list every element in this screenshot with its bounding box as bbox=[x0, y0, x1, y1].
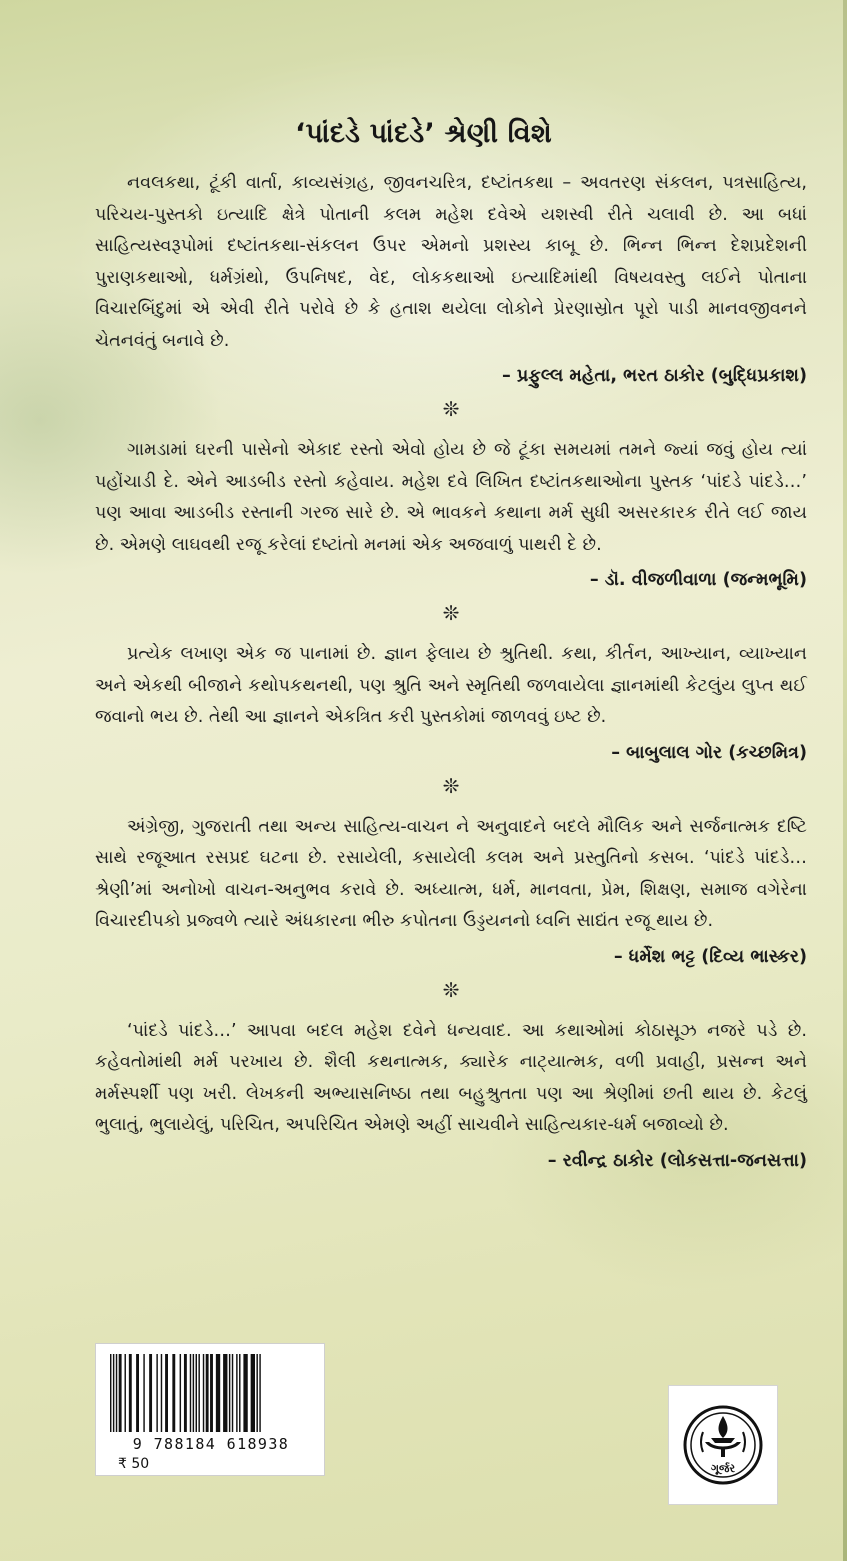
barcode-bar bbox=[243, 1354, 247, 1432]
review-item bbox=[95, 1016, 807, 1176]
price-label: ₹ 50 bbox=[118, 1456, 150, 1472]
review-text: નવલકથા, ટૂંકી વાર્તા, કાવ્યસંગ્રહ, જીવનચરિત્ર, દષ્ટાંતકથા – અવતરણ સંકલન, પત્રસાહિત્ય, પરિચય-પુસ્તકો ઇત્યાદિ ક્ષેત્રે પોતાની કલમ મહેશ દવેએ યશસ્વી રીતે ચલાવી છે. આ બધાં સાહિત્યસ્વરૂપોમાં દષ્ટાંતકથા-સંકલન ઉપર એમનો પ્રશસ્ય કાબૂ છે. ભિન્ન ભિન્ન દેશપ્રદેશની પુરાણકથાઓ, ધર્મગ્રંથો, ઉપનિષદ, વેદ, લોકકથાઓ ઇત્યાદિમાંથી વિષયવસ્તુ લઈને પોતાના વિચારબિંદુમાં એ એવી રીતે પરોવે છે કે હતાશ થયેલા લોકોને પ્રેરણાસ્રોત પૂરો પાડી માનવજીવનને ચેતનવંતું બનાવે છે. bbox=[95, 173, 807, 351]
barcode-label bbox=[95, 1343, 325, 1476]
review-attribution: – પ્રફુલ્લ મહેતા, ભરત ઠાકોર (બુદ્ધિપ્રકાશ) bbox=[501, 366, 807, 386]
barcode-bar bbox=[143, 1354, 144, 1432]
barcode-bar bbox=[229, 1354, 230, 1432]
barcode-bar bbox=[113, 1354, 114, 1432]
publisher-lamp-emblem-icon bbox=[681, 1402, 765, 1488]
barcode-bar bbox=[190, 1354, 191, 1432]
barcode-bar bbox=[206, 1354, 209, 1432]
review-item bbox=[95, 639, 807, 768]
reviews-section bbox=[95, 168, 807, 1176]
review-attribution: – બાબુલાલ ગોર (કચ્છમિત્ર) bbox=[611, 742, 807, 763]
barcode-bar bbox=[232, 1354, 233, 1432]
barcode-bar bbox=[236, 1354, 237, 1432]
barcode-bar bbox=[180, 1354, 181, 1432]
barcode-bar bbox=[251, 1354, 255, 1432]
barcode-bar bbox=[239, 1354, 240, 1432]
barcode-bar bbox=[210, 1354, 213, 1432]
separator-star: ❊ bbox=[442, 773, 460, 798]
barcode-icon bbox=[106, 1354, 314, 1434]
barcode-bar bbox=[119, 1354, 122, 1432]
barcode-bar bbox=[216, 1354, 220, 1432]
review-item bbox=[95, 168, 807, 391]
separator-star: ❊ bbox=[442, 977, 460, 1002]
review-text: પ્રત્યેક લખાણ એક જ પાનામાં છે. જ્ઞાન ફેલાય છે શ્રુતિથી. કથા, કીર્તન, આખ્યાન, વ્યાખ્યાન અને એકથી બીજાને કથોપકથનથી, પણ શ્રુતિ અને સ્મૃતિથી જળવાયેલા જ્ઞાનમાંથી કેટલુંય લુપ્ત થઈ જવાનો ભય છે. તેથી આ જ્ઞાનને એકત્રિત કરી પુસ્તકોમાં જાળવવું ઇષ્ટ છે. bbox=[95, 644, 807, 727]
barcode-bar bbox=[136, 1354, 139, 1432]
review-attribution: – ધર્મેશ ભટ્ટ (દિવ્ય ભાસ્કર) bbox=[613, 946, 807, 967]
barcode-bar bbox=[198, 1354, 199, 1432]
isbn-number: 9 788184 618938 bbox=[132, 1435, 290, 1453]
barcode-bar bbox=[203, 1354, 204, 1432]
separator-star: ❊ bbox=[442, 601, 460, 625]
barcode-bar bbox=[110, 1354, 111, 1432]
barcode-bar bbox=[184, 1354, 187, 1432]
publisher-logo bbox=[668, 1385, 778, 1505]
barcode-bar bbox=[193, 1354, 194, 1432]
barcode-bar bbox=[125, 1354, 126, 1432]
barcode-bar bbox=[172, 1354, 175, 1432]
review-text: ગામડામાં ઘરની પાસેનો એકાદ રસ્તો એવો હોય છે જે ટૂંકા સમયમાં તમને જ્યાં જવું હોય ત્યાં પહોંચાડી દે. એને આડબીડ રસ્તો કહેવાય. મહેશ દવે લિખિત દષ્ટાંતકથાઓના પુસ્તક ‘પાંદડે પાંદડે…’ પણ આવા આડબીડ રસ્તાની ગરજ સારે છે. એ ભાવકને કથાના મર્મ સુધી અસરકારક રીતે લઈ જાય છે. એમણે લાઘવથી રજૂ કરેલાં દષ્ટાંતો મનમાં એક અજવાળું પાથરી દે છે. bbox=[95, 440, 807, 555]
barcode-bar bbox=[256, 1354, 257, 1432]
barcode-bar bbox=[165, 1354, 168, 1432]
review-text: અંગ્રેજી, ગુજરાતી તથા અન્ય સાહિત્ય-વાચન ને અનુવાદને બદલે મૌલિક અને સર્જનાત્મક દષ્ટિ સાથે રજૂઆત રસપ્રદ ઘટના છે. રસાયેલી, કસાયેલી કલમ અને પ્રસ્તુતિનો કસબ. ‘પાંદડે પાંદડે… શ્રેણી’માં અનોખો વાચન-અનુભવ કરાવે છે. અધ્યાત્મ, ધર્મ, માનવતા, પ્રેમ, શિક્ષણ, સમાજ વગેરેના વિચારદીપકો પ્રજ્વળે ત્યારે અંધકારના ભીરુ કપોતના ઉડ્ડયનનો ધ્વનિ સાદ્યંત રજૂ થાય છે. bbox=[95, 816, 807, 931]
separator-star: ❊ bbox=[442, 397, 460, 421]
barcode-bar bbox=[116, 1354, 117, 1432]
barcode-bar bbox=[259, 1354, 260, 1432]
barcode-bar bbox=[156, 1354, 157, 1432]
barcode-bar bbox=[161, 1354, 162, 1432]
review-text: ‘પાંદડે પાંદડે…’ આપવા બદલ મહેશ દવેને ધન્યવાદ. આ કથાઓમાં કોઠાસૂઝ નજરે પડે છે. કહેવતોમાંથી મર્મ પરખાય છે. શૈલી કથનાત્મક, ક્યારેક નાટ્યાત્મક, વળી પ્રવાહી, પ્રસન્ન અને મર્મસ્પર્શી પણ ખરી. લેખકની અભ્યાસનિષ્ઠા તથા બહુશ્રુતતા પણ આ શ્રેણીમાં છતી થાય છે. કેટલું ભુલાતું, ભુલાયેલું, પરિચિત, અપરિચિત એમણે અહીં સાચવીને સાહિત્યકાર-ધર્મ બજાવ્યો છે. bbox=[95, 1020, 807, 1135]
review-item bbox=[95, 812, 807, 972]
review-item bbox=[95, 435, 807, 595]
publisher-name: ગૂર્જર bbox=[710, 1462, 736, 1475]
page-title: ‘પાંદડે પાંદડે’ શ્રેણી વિશે bbox=[295, 118, 552, 149]
cover-edge bbox=[843, 0, 847, 1561]
barcode-bar bbox=[129, 1354, 132, 1432]
barcode-bar bbox=[196, 1354, 197, 1432]
barcode-bar bbox=[223, 1354, 227, 1432]
review-attribution: – રવીન્દ્ર ઠાકોર (લોકસત્તા-જનસત્તા) bbox=[547, 1150, 807, 1171]
barcode-bar bbox=[149, 1354, 152, 1432]
review-attribution: – ડૉ. વીજળીવાળા (જન્મભૂમિ) bbox=[589, 570, 807, 590]
